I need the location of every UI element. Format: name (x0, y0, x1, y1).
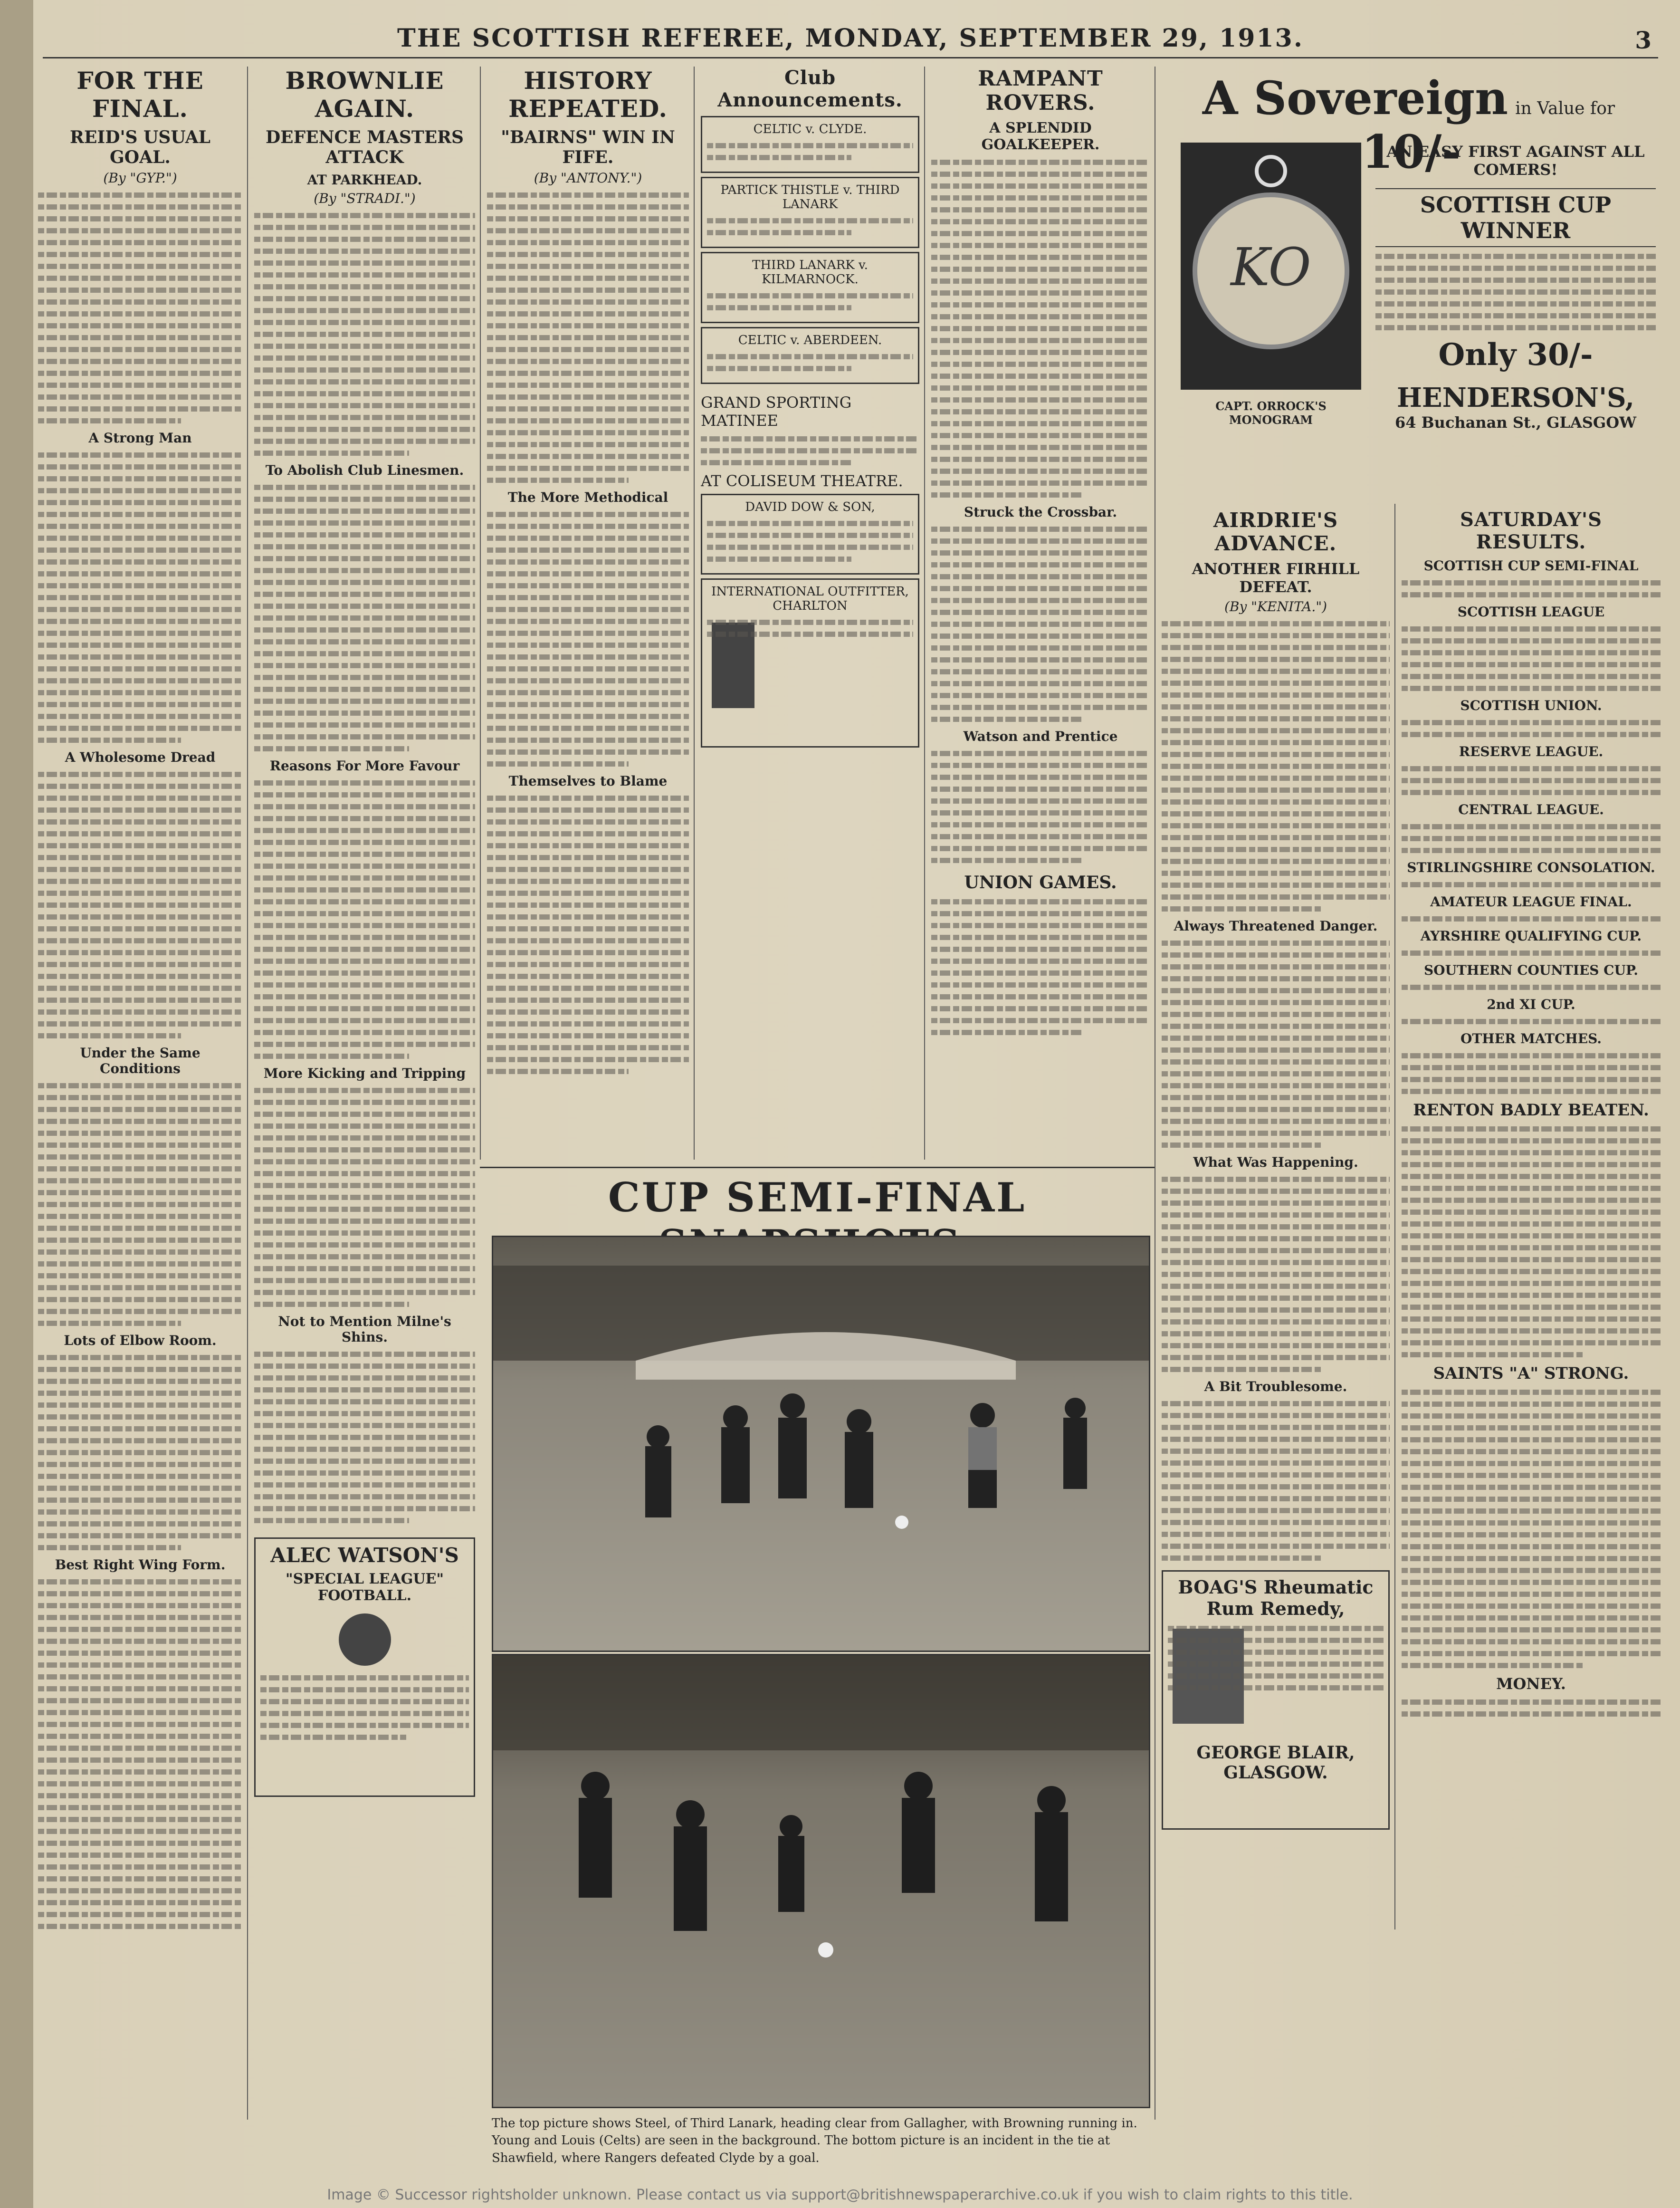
article-body (1162, 1401, 1390, 1561)
article-body (254, 1352, 475, 1523)
section-subhead: Struck the Crossbar. (964, 504, 1117, 520)
section-subhead: Watson and Prentice (963, 729, 1118, 744)
article-body (38, 1083, 242, 1326)
results-section: SCOTTISH LEAGUE (1457, 604, 1605, 620)
article-body (38, 452, 242, 743)
subheadline: A SPLENDID GOALKEEPER. (981, 120, 1100, 153)
article-body (254, 1088, 475, 1307)
section-subhead: A Bit Troublesome. (1204, 1379, 1347, 1394)
article-body (931, 527, 1150, 722)
subheadline: DEFENCE MASTERS ATTACK (265, 127, 464, 167)
article-body (1162, 621, 1390, 912)
article-body (1402, 1390, 1661, 1668)
masthead: THE SCOTTISH REFEREE, MONDAY, SEPTEMBER 29, 1913. (43, 24, 1658, 58)
column-saturdays-results (1402, 509, 1661, 2120)
advert-title: ALEC WATSON'S (270, 1544, 459, 1567)
results-list (1402, 916, 1661, 922)
pocket-watch-icon (1181, 143, 1361, 390)
money-body (1402, 1699, 1661, 1717)
feature-top-rule (480, 1167, 1155, 1168)
advert-value: 10/- (1361, 125, 1461, 179)
headline: HISTORY REPEATED. (508, 67, 668, 123)
outfitter-name: INTERNATIONAL OUTFITTER, CHARLTON (711, 585, 909, 613)
article-body (931, 160, 1150, 498)
article-body (254, 485, 475, 751)
article-body (487, 192, 689, 483)
monogram-caption: CAPT. ORROCK'S MONOGRAM (1215, 399, 1327, 427)
results-section: CENTRAL LEAGUE. (1458, 802, 1604, 817)
advert-price: Only 30/- (1438, 337, 1593, 373)
fixture-title: CELTIC v. CLYDE. (753, 122, 867, 136)
article-body (931, 751, 1150, 863)
advert-title: A Sovereign (1202, 71, 1508, 125)
article-body (38, 772, 242, 1038)
results-list (1402, 766, 1661, 795)
jewellers-name: DAVID DOW & SON, (745, 500, 875, 514)
advert-in-value-for: in Value for (1515, 99, 1615, 118)
subheadline: ANOTHER FIRHILL DEFEAT. (1192, 560, 1360, 596)
article-body (38, 192, 242, 423)
fixture-title: THIRD LANARK v. KILMARNOCK. (752, 258, 868, 287)
fixture-notice (701, 252, 919, 323)
binding-gutter (0, 0, 33, 2208)
section-subhead: The More Methodical (507, 490, 668, 505)
column-rampant-rovers (931, 67, 1150, 1160)
column-airdries-advance (1162, 509, 1390, 2120)
matinee-heading: GRAND SPORTING MATINEE (701, 394, 852, 430)
section-subhead: Reasons For More Favour (269, 758, 460, 774)
match-venue: AT PARKHEAD. (307, 172, 422, 188)
headline: RAMPANT ROVERS. (978, 67, 1103, 115)
fixture-notice (701, 116, 919, 173)
article-body (1162, 1177, 1390, 1372)
section-subhead: Under the Same Conditions (80, 1045, 200, 1076)
headline: AIRDRIE'S ADVANCE. (1213, 509, 1338, 555)
photo-caption: The top picture shows Steel, of Third Lanark, heading clear from Gallagher, with Browning running in. Young and Louis (Celts) are seen in the background. The bottom picture is an incident in the tie at Shawfield, where Rangers defeated Clyde by a goal. (492, 2116, 1137, 2165)
results-section: SCOTTISH CUP SEMI-FINAL (1423, 558, 1639, 574)
article-body (254, 780, 475, 1059)
feature-headline: CUP SEMI-FINAL (608, 1174, 1027, 1221)
advert-product: "SPECIAL LEAGUE" FOOTBALL. (286, 1571, 444, 1604)
page-number: 3 (1635, 26, 1651, 54)
results-section: SCOTTISH UNION. (1460, 698, 1602, 713)
section-subhead: To Abolish Club Linesmen. (265, 462, 464, 478)
fixture-title: PARTICK THISTLE v. THIRD LANARK (720, 183, 900, 211)
section-subhead: Always Threatened Danger. (1174, 918, 1378, 934)
article-body (38, 1355, 242, 1550)
union-games-heading: UNION GAMES. (964, 873, 1117, 893)
watch-illustration (1181, 143, 1361, 390)
section-subhead: What Was Happening. (1193, 1154, 1358, 1170)
column-history-repeated (487, 67, 689, 1160)
headline: BROWNLIE AGAIN. (285, 67, 444, 123)
headline: Club Announcements. (717, 67, 903, 111)
archive-credit: Image © Successor rightsholder unknown. Please contact us via support@britishnewspaperarchive.co.uk if you wish to claim rights to this title. (327, 2187, 1353, 2203)
subheadline: "BAIRNS" WIN IN FIFE. (501, 127, 675, 167)
advert-title: BOAG'S Rheumatic Rum Remedy, (1178, 1576, 1374, 1619)
top-match-photo (492, 1236, 1150, 1652)
section-subhead: A Wholesome Dread (65, 749, 216, 765)
advert-tagline: AN EASY FIRST AGAINST ALL COMERS! (1386, 143, 1645, 179)
article-body (487, 796, 689, 1074)
byline: (By "GYP.") (103, 170, 177, 186)
column-rule (694, 67, 695, 1160)
column-club-announcements (701, 67, 919, 1160)
advert-vendor: GEORGE BLAIR, GLASGOW. (1196, 1743, 1355, 1783)
headline: SATURDAY'S RESULTS. (1460, 509, 1603, 553)
renton-heading: RENTON BADLY BEATEN. (1413, 1101, 1649, 1120)
results-section: OTHER MATCHES. (1460, 1031, 1602, 1046)
results-list (1402, 580, 1661, 597)
alec-watson-advert (254, 1537, 475, 1797)
headline: FOR THE FINAL. (76, 67, 204, 123)
results-section: STIRLINGSHIRE CONSOLATION. (1407, 860, 1655, 875)
byline: (By "ANTONY.") (534, 170, 642, 186)
results-list (1402, 1053, 1661, 1094)
article-body (254, 213, 475, 456)
results-list (1402, 1019, 1661, 1024)
column-for-the-final (38, 67, 242, 2124)
subheadline: REID'S USUAL GOAL. (70, 127, 210, 167)
football-icon (339, 1613, 391, 1666)
results-section: AYRSHIRE QUALIFYING CUP. (1420, 928, 1642, 944)
byline: (By "KENITA.") (1224, 599, 1327, 614)
bottom-match-photo (492, 1654, 1150, 2108)
article-body (1162, 941, 1390, 1148)
boags-remedy-advert (1162, 1570, 1390, 1830)
advert-winner: SCOTTISH CUP WINNER (1375, 188, 1656, 247)
results-list (1402, 824, 1661, 853)
fixture-title: CELTIC v. ABERDEEN. (738, 333, 882, 347)
column-rule (1394, 504, 1395, 1930)
section-subhead: Not to Mention Milne's Shins. (278, 1314, 451, 1345)
sovereign-watch-advert (1162, 71, 1661, 490)
results-list (1402, 985, 1661, 990)
jewellers-advert (701, 494, 919, 575)
section-subhead: Best Right Wing Form. (55, 1557, 226, 1573)
outfitter-advert (701, 578, 919, 748)
svg-text:KO: KO (1231, 237, 1311, 298)
football-match-scene (493, 1655, 1149, 2107)
section-subhead: Themselves to Blame (508, 773, 668, 789)
column-brownlie-again (254, 67, 475, 2124)
results-list (1402, 950, 1661, 956)
section-subhead: A Strong Man (88, 430, 192, 446)
saints-heading: SAINTS "A" STRONG. (1433, 1364, 1629, 1383)
advert-brand: HENDERSON'S, (1396, 382, 1635, 413)
byline: (By "STRADI.") (314, 191, 416, 206)
section-subhead: Lots of Elbow Room. (64, 1333, 217, 1348)
article-body (487, 512, 689, 767)
coliseum-heading: AT COLISEUM THEATRE. (701, 472, 903, 490)
results-section: SOUTHERN COUNTIES CUP. (1423, 962, 1639, 978)
results-list (1402, 626, 1661, 691)
matinee-details (701, 436, 919, 465)
results-section: AMATEUR LEAGUE FINAL. (1430, 894, 1632, 910)
article-body (1402, 1126, 1661, 1357)
football-match-scene (493, 1237, 1149, 1651)
column-rule (247, 67, 248, 2120)
advert-address: 64 Buchanan St., GLASGOW (1394, 413, 1637, 432)
article-body (38, 1579, 242, 1929)
section-subhead: More Kicking and Tripping (263, 1066, 466, 1081)
fixture-notice (701, 177, 919, 248)
results-list (1402, 720, 1661, 737)
results-section: 2nd XI CUP. (1487, 997, 1575, 1012)
column-rule (480, 67, 481, 1160)
advert-copy (1375, 143, 1656, 432)
article-body (931, 899, 1150, 1035)
results-list (1402, 882, 1661, 887)
column-rule (924, 67, 925, 1160)
fixture-notice (701, 327, 919, 384)
money-heading: MONEY. (1496, 1675, 1566, 1693)
results-section: RESERVE LEAGUE. (1459, 744, 1604, 759)
